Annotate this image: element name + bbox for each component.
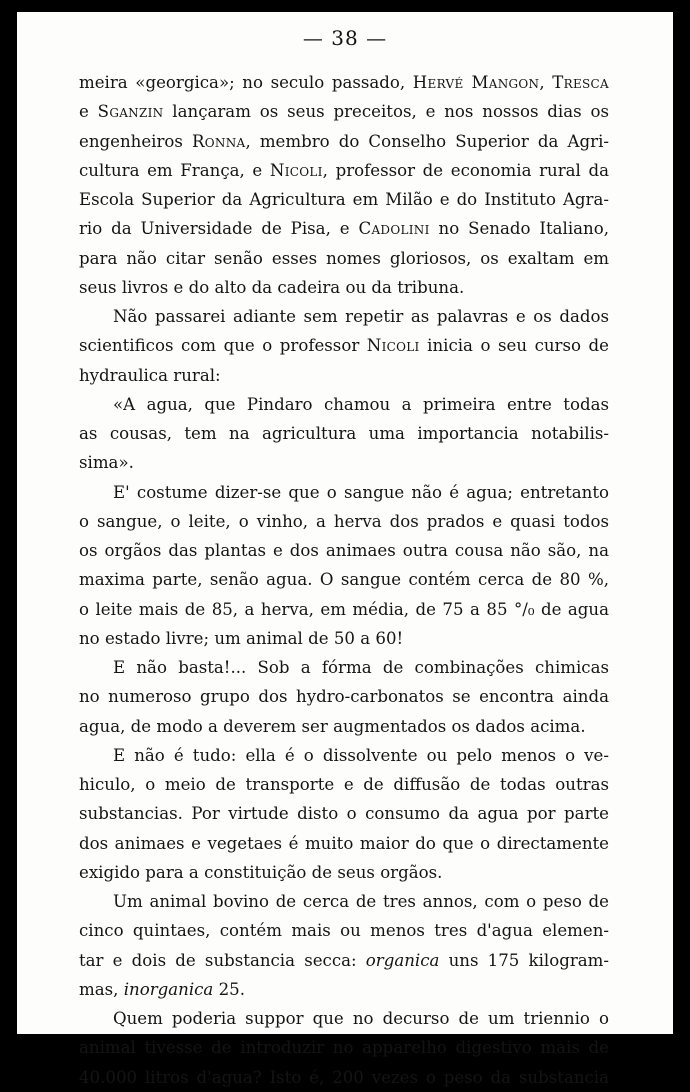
text-line: cultura em França, e Nicoli, professor de economia rural da — [79, 160, 609, 180]
text-line: para não citar senão esses nomes gloriosos, os exaltam em — [79, 248, 609, 268]
person-name: Ronna — [191, 131, 246, 151]
text-line: exigido para a constituição de seus orgãos. — [79, 862, 443, 882]
person-name: Nicoli — [366, 336, 420, 356]
text-line: animal tivesse de introduzir no apparelho digestivo mais de — [79, 1038, 609, 1058]
text-line: Escola Superior da Agricultura em Milão e do Instituto Agra- — [79, 190, 609, 209]
text-line: substancias. Por virtude disto o consumo da agua por parte — [79, 804, 609, 824]
text-line: Quem poderia suppor que no decurso de um triennio o — [113, 1009, 609, 1028]
text-line: Um animal bovino de cerca de tres annos, com o peso de — [113, 892, 609, 911]
person-name: Nicoli — [269, 160, 323, 180]
person-name: Cadolini — [358, 219, 430, 239]
text-line: hiculo, o meio de transporte e de diffusão de todas outras — [79, 775, 609, 794]
text-line: hydraulica rural: — [79, 365, 221, 385]
person-name: Hervé Mangon — [412, 73, 540, 92]
text-line: mas, inorganica 25. — [79, 979, 245, 999]
italic-term: organica — [365, 950, 440, 970]
text-line: as cousas, tem na agricultura uma importancia notabilis- — [79, 424, 609, 443]
text-line: E' costume dizer-se que o sangue não é agua; entretanto — [113, 482, 609, 502]
person-name: Sganzin — [97, 102, 164, 122]
text-line: o sangue, o leite, o vinho, a herva dos prados e quasi todos — [79, 511, 609, 531]
text-line: dos animaes e vegetaes é muito maior do que o directamente — [79, 833, 609, 853]
text-line: rio da Universidade de Pisa, e Cadolini no Senado Italiano, — [79, 219, 609, 239]
book-page — [17, 12, 673, 1087]
page-number: — 38 — — [302, 26, 388, 50]
text-line: sima». — [79, 453, 134, 473]
text-line: «A agua, que Pindaro chamou a primeira entre todas — [113, 394, 609, 414]
italic-term: inorganica — [123, 979, 214, 999]
text-line: agua, de modo a deverem ser augmentados os dados acima. — [79, 716, 586, 736]
text-line: maxima parte, senão agua. O sangue contém cerca de 80 %, — [79, 570, 609, 590]
text-line: E não basta!... Sob a fórma de combinações chimicas — [113, 658, 609, 677]
text-line: e Sganzin lançaram os seus preceitos, e nos nossos dias os — [79, 102, 609, 122]
text-line: no estado livre; um animal de 50 a 60! — [79, 628, 404, 648]
person-name: Tresca — [552, 73, 609, 92]
text-line: engenheiros Ronna, membro do Conselho Superior da Agri- — [79, 131, 609, 151]
text-line: meira «georgica»; no seculo passado, Hervé Mangon, Tresca — [79, 73, 609, 92]
text-line: tar e dois de substancia secca: organica uns 175 kilogram- — [79, 950, 609, 970]
text-line: 40.000 litros d'agua? Isto é, 200 vezes o peso da substancia — [79, 1067, 609, 1087]
text-line: E não é tudo: ella é o dissolvente ou pelo menos o ve- — [113, 745, 609, 765]
text-line: cinco quintaes, contém mais ou menos tres d'agua elemen- — [79, 921, 609, 941]
text-line: scientificos com que o professor Nicoli inicia o seu curso de — [79, 336, 609, 356]
text-line: no numeroso grupo dos hydro-carbonatos se encontra ainda — [79, 687, 609, 707]
body-text — [79, 68, 609, 1092]
text-line: o leite mais de 85, a herva, em média, de 75 a 85 °/₀ de agua — [79, 599, 609, 619]
text-line: Não passarei adiante sem repetir as palavras e os dados — [113, 307, 609, 326]
text-line: os orgãos das plantas e dos animaes outra cousa não são, na — [79, 541, 609, 560]
text-line: seus livros e do alto da cadeira ou da tribuna. — [79, 277, 465, 297]
